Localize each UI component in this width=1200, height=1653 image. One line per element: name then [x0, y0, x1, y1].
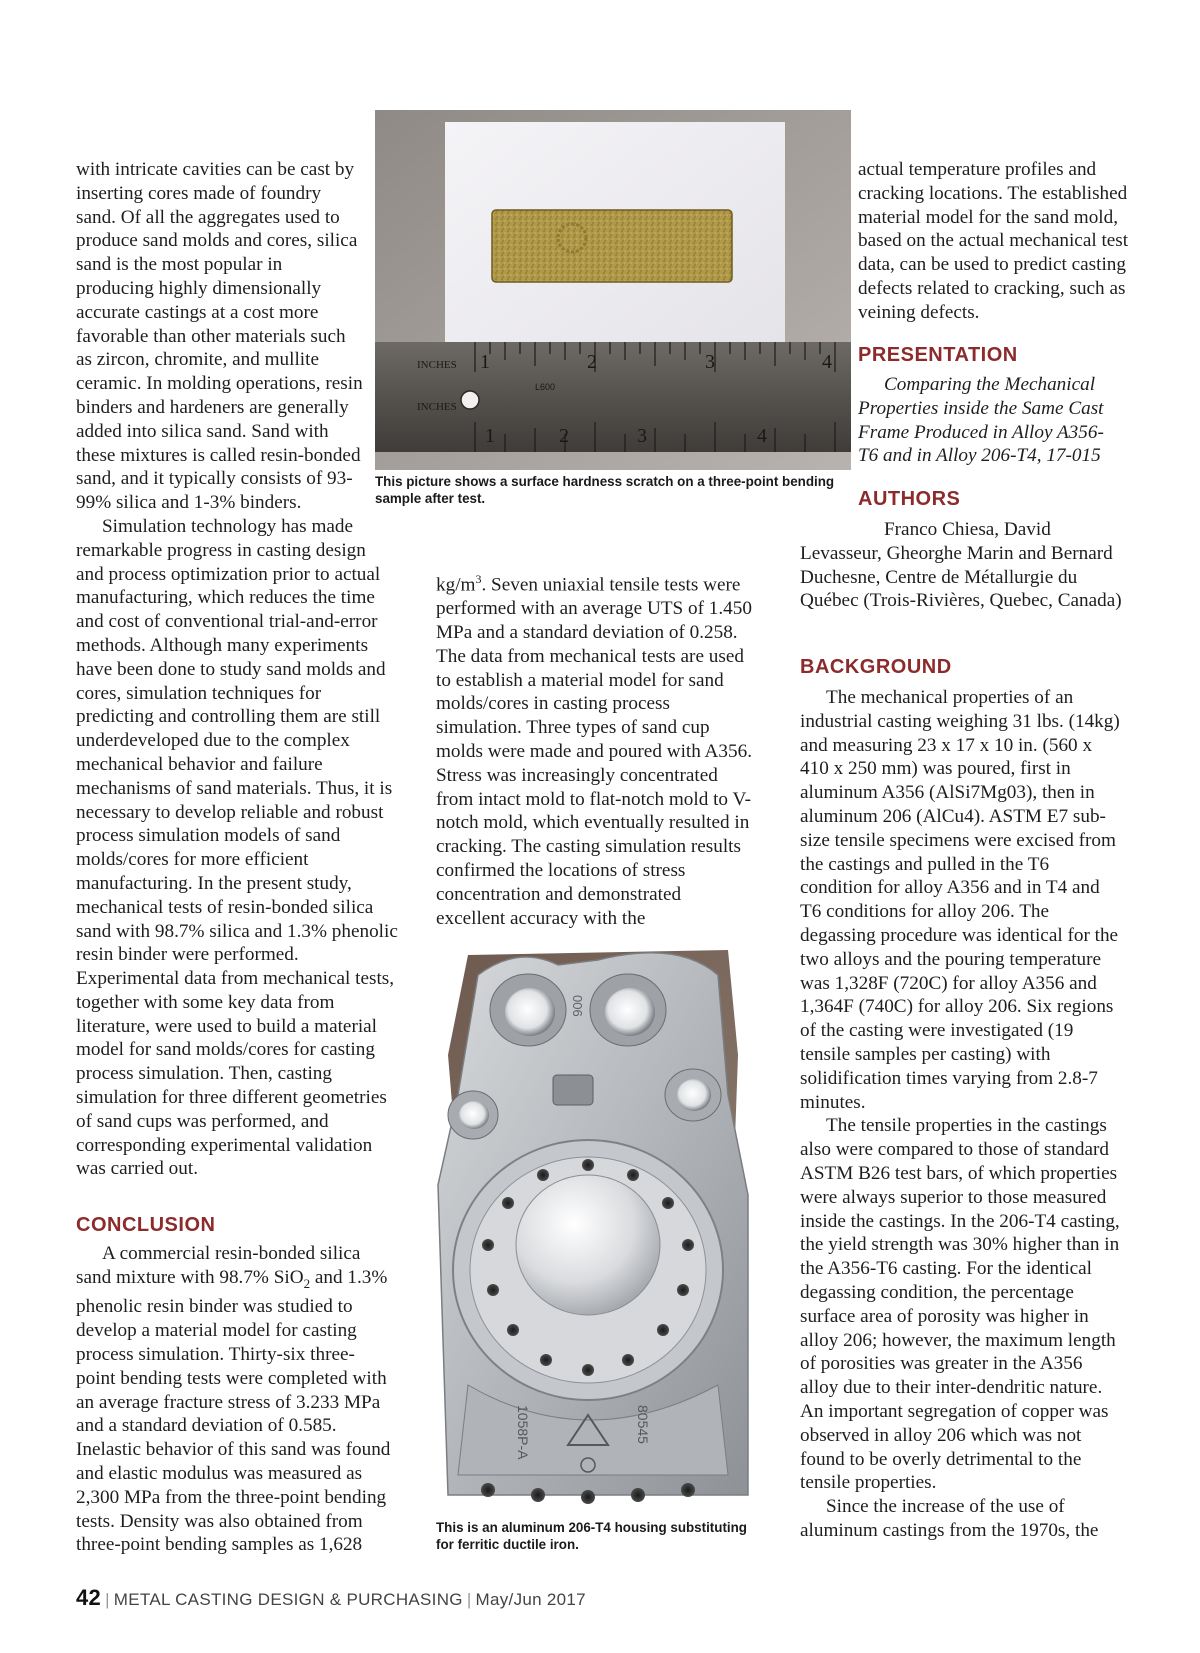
- cast-mark-right: 80545: [635, 1405, 651, 1444]
- col2-text-b: . Seven uniaxial tensile tests were performed with an average UTS of 1.450 MPa and a standard deviation of 0.258. The data from mechanical tests are used to establish a material model for sand molds/cores in casting process simulation. Three types of sand cup molds were made and poured with A356. Stress was increasingly concentrated from intact mold to flat-notch mold to V-notch mold, which eventually resulted in cracking. The casting simulation results confirmed the locations of stress concentration and demonstrated excellent accuracy with the: [436, 574, 752, 929]
- authors-text: Franco Chiesa, David Levasseur, Gheorghe Marin and Bernard Duchesne, Centre de Métallurgie du Québec (Trois-Rivières, Quebec, Canada): [800, 519, 1122, 612]
- col2-superscript: 3: [475, 572, 482, 586]
- housing-photo: [428, 935, 758, 1515]
- bolt-hole: [540, 1354, 552, 1366]
- issue-date: May/Jun 2017: [475, 1590, 586, 1609]
- bolt-hole: [627, 1169, 639, 1181]
- publication-name: METAL CASTING DESIGN & PURCHASING: [113, 1590, 463, 1609]
- bottom-bolt-hole: [581, 1490, 595, 1504]
- ruler-number-3: 3: [705, 351, 715, 373]
- ruler-number-4b: 4: [757, 425, 767, 447]
- bolt-hole: [682, 1239, 694, 1251]
- bolt-hole: [677, 1284, 689, 1296]
- center-pad: [553, 1075, 593, 1105]
- bolt-hole: [487, 1284, 499, 1296]
- background-heading: BACKGROUND: [800, 656, 952, 678]
- figure1-caption: This picture shows a surface hardness scratch on a three-point bending sample after test.: [375, 474, 835, 506]
- ruler-model: L600: [535, 382, 556, 392]
- page-number: 42: [76, 1585, 102, 1610]
- col1-paragraph-2: Simulation technology has made remarkable progress in casting design and process optimization prior to actual manufacturing, which reduces the time and cost of conventional trial-and-error methods. Although many experiments have been done to study sand molds and cores, simulation techniques for predicting and controlling them are still underdeveloped due to the complex mechanical behavior and failure mechanisms of sand materials. Thus, it is necessary to develop reliable and robust process simulation models of sand molds/cores for more efficient manufacturing. In the present study, mechanical tests of resin-bonded silica sand with 98.7% silica and 1.3% phenolic resin binder were performed. Experimental data from mechanical tests, together with some key data from literature, were used to build a material model for sand molds/cores for casting process simulation. Then, casting simulation for three different geometries of sand cups was performed, and corresponding experimental validation was carried out.: [76, 515, 398, 1180]
- bottom-bolt-hole: [531, 1488, 545, 1502]
- bottom-bolt-hole: [631, 1488, 645, 1502]
- background-paragraph-2: The tensile properties in the castings also were compared to those of standard ASTM B26 test bars, of which properties were always superior to those measured inside the castings. In the 206-T4 casting, the yield strength was 30% higher than in the A356-T6 casting. For the identical degassing condition, the percentage surface area of porosity was higher in alloy 206; however, the maximum length of porosities was greater in the A356 alloy due to their inter-dendritic nature. An important segregation of copper was observed in alloy 206 which was not found to be overly detrimental to the tensile properties.: [800, 1115, 1120, 1494]
- conclusion-subscript: 2: [303, 1275, 311, 1291]
- ruler-label-top: INCHES: [417, 359, 457, 371]
- figure2-caption: This is an aluminum 206-T4 housing substituting for ferritic ductile iron.: [436, 1520, 747, 1552]
- authors-heading: AUTHORS: [858, 488, 961, 510]
- bolt-hole: [622, 1354, 634, 1366]
- cast-mark-top: 006: [570, 995, 585, 1017]
- presentation-body: [858, 373, 1122, 468]
- bolt-hole: [582, 1159, 594, 1171]
- page-footer: 42 | METAL CASTING DESIGN & PURCHASING | May/Jun 2017: [76, 1585, 586, 1610]
- column-1-body: [76, 158, 398, 1181]
- ruler-number-2b: 2: [559, 425, 569, 447]
- left-eye-bore: [505, 988, 555, 1036]
- right-eye-bore: [605, 988, 655, 1036]
- col3-paragraph-1: actual temperature profiles and cracking locations. The established material model for the sand mold, based on the actual mechanical test data, can be used to predict casting defects related to cracking, such as veining defects.: [858, 159, 1129, 323]
- col2-text-a: kg/m: [436, 574, 476, 596]
- bolt-hole: [582, 1364, 594, 1376]
- background-paragraph-1: The mechanical properties of an industrial casting weighing 31 lbs. (14kg) and measuring 23 x 17 x 10 in. (560 x 410 x 250 mm) was poured, first in aluminum A356 (AlSi7Mg03), then in aluminum 206 (AlCu4). ASTM E7 sub-size tensile specimens were excised from the castings and pulled in the T6 condition for alloy A356 and in T4 and T6 conditions for alloy 206. The degassing procedure was identical for the two alloys and the pouring temperature was 1,328F (720C) for alloy A356 and 1,364F (740C) for alloy 206. Six regions of the casting were investigated (19 tensile samples per casting) with solidification times varying from 2.8-7 minutes.: [800, 687, 1120, 1113]
- flange: [453, 1140, 723, 1400]
- ruler: [375, 342, 851, 452]
- presentation-heading: PRESENTATION: [858, 344, 1018, 366]
- conclusion-body: [76, 1242, 394, 1557]
- bolt-hole: [507, 1324, 519, 1336]
- figure-sand-sample: [375, 110, 851, 470]
- ruler-number-1: 1: [480, 351, 490, 373]
- center-disc: [516, 1175, 660, 1315]
- top-right-bore: [677, 1079, 711, 1111]
- authors-body: [800, 518, 1130, 613]
- ruler-number-2: 2: [587, 351, 597, 373]
- ruler-number-3b: 3: [637, 425, 647, 447]
- column-2-body: [436, 568, 754, 930]
- bolt-hole: [537, 1169, 549, 1181]
- ruler-label-bottom: INCHES: [417, 401, 457, 413]
- left-side-bore: [459, 1101, 489, 1129]
- cast-mark-left: 1058P-A: [515, 1405, 531, 1460]
- bolt-hole: [482, 1239, 494, 1251]
- background-body: [800, 686, 1122, 1543]
- bolt-hole: [657, 1324, 669, 1336]
- col1-paragraph-1: with intricate cavities can be cast by inserting cores made of foundry sand. Of all the aggregates used to produce sand molds and cores, silica sand is the most popular in producing highly dimensionally accurate castings at a cost more favorable than other materials such as zircon, chromite, and mullite ceramic. In molding operations, resin binders and hardeners are generally added into silica sand. Sand with these mixtures is called resin-bonded sand, and it typically consists of 93-99% silica and 1-3% binders.: [76, 159, 363, 514]
- col2-paragraph: [436, 568, 754, 930]
- figure-aluminum-housing: [428, 935, 758, 1515]
- bolt-hole: [662, 1197, 674, 1209]
- presentation-title: Comparing the Mechanical Properties inside the Same Cast Frame Produced in Alloy A356-T6 and in Alloy 206-T4, 17-015: [858, 374, 1104, 467]
- conclusion-text-b: and 1.3% phenolic resin binder was studied to develop a material model for casting process simulation. Thirty-six three-point bending tests were completed with an average fracture stress of 3.233 MPa and a standard deviation of 0.585. Inelastic behavior of this sand was found and elastic modulus was measured as 2,300 MPa from the three-point bending tests. Density was also obtained from three-point bending samples as 1,628: [76, 1266, 391, 1556]
- sand-bar-sample: [492, 210, 732, 282]
- background-paragraph-3: Since the increase of the use of aluminum castings from the 1970s, the: [800, 1496, 1099, 1541]
- ruler-hole: [461, 391, 479, 409]
- bolt-hole: [502, 1197, 514, 1209]
- ruler-number-4: 4: [822, 351, 832, 373]
- conclusion-text-a: A commercial resin-bonded silica sand mixture with 98.7% SiO: [76, 1243, 361, 1288]
- bottom-bolt-hole: [681, 1483, 695, 1497]
- ruler-number-1b: 1: [485, 425, 495, 447]
- conclusion-heading: CONCLUSION: [76, 1214, 216, 1236]
- column-3-top: [858, 158, 1130, 325]
- sand-sample-photo: [375, 110, 851, 470]
- bottom-bolt-hole: [481, 1483, 495, 1497]
- conclusion-paragraph: [76, 1242, 394, 1557]
